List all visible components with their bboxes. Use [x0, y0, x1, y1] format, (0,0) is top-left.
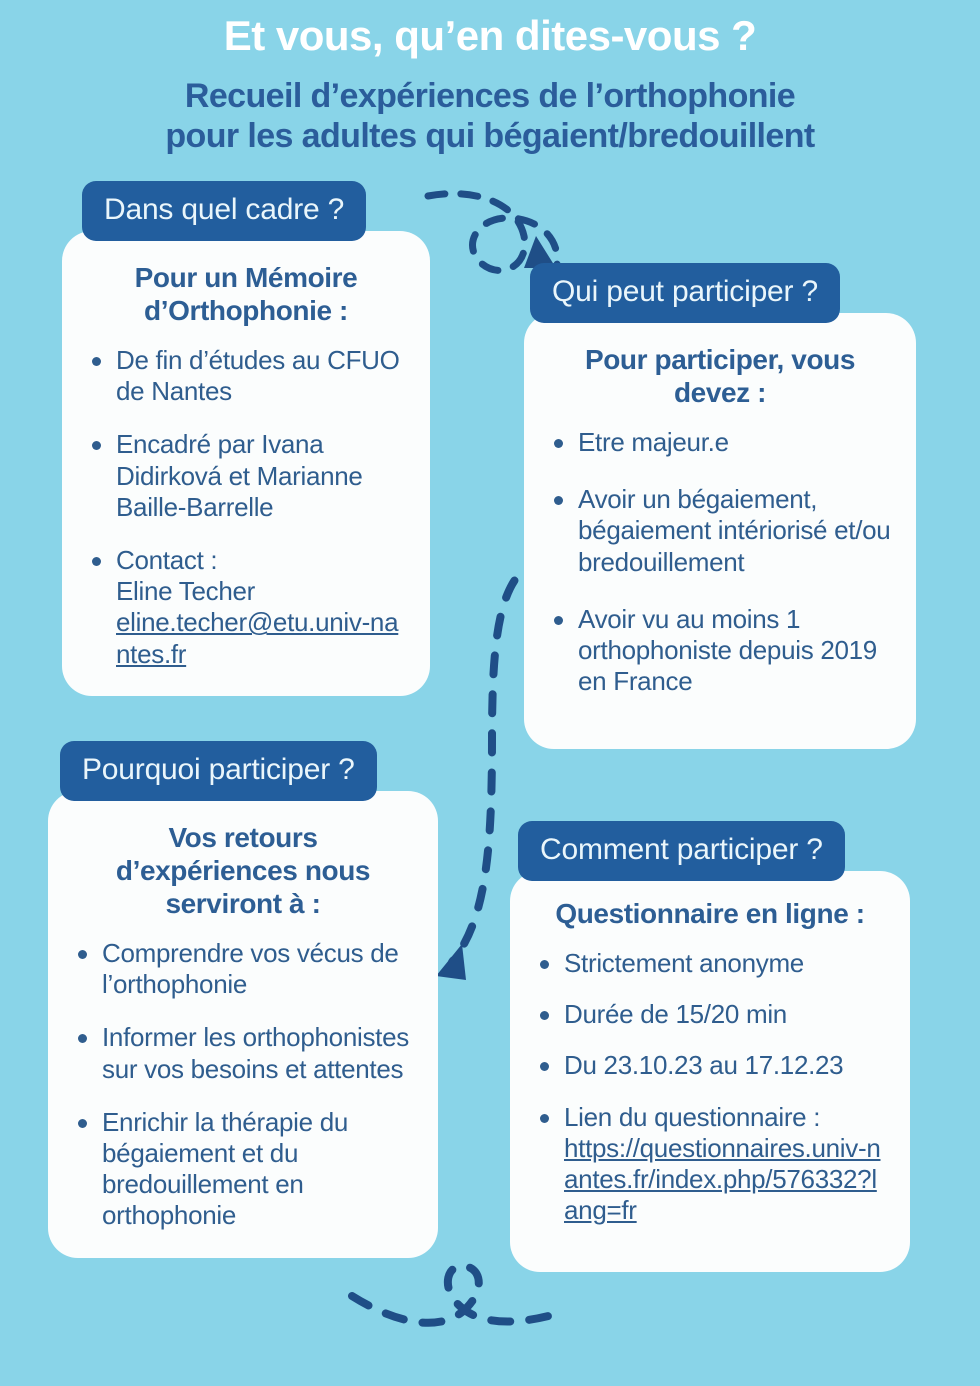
- card-heading-comment: Questionnaire en ligne :: [555, 898, 865, 929]
- list-item: Strictement anonyme: [534, 948, 886, 979]
- section-cadre: [62, 181, 430, 696]
- bullet-list-comment: [534, 948, 886, 1226]
- contact-name: Eline Techer: [116, 576, 256, 607]
- list-item: Avoir un bégaiement, bégaiement intériorisé et/ou bredouillement: [548, 484, 892, 578]
- section-tab-cadre[interactable]: Dans quel cadre ?: [82, 181, 366, 241]
- section-comment: [510, 821, 910, 1272]
- list-item-questionnaire-link: [534, 1102, 886, 1227]
- section-qui: [524, 263, 916, 749]
- contact-label: Contact :: [116, 545, 218, 575]
- card-heading-cadre: Pour un Mémoire d’Orthophonie :: [134, 262, 358, 327]
- list-item-contact: [86, 545, 406, 670]
- section-tab-comment[interactable]: Comment participer ?: [518, 821, 845, 881]
- card-qui: [524, 313, 916, 749]
- bullet-list-qui: [548, 427, 892, 697]
- card-comment: [510, 871, 910, 1272]
- questionnaire-link-label: Lien du questionnaire :: [564, 1101, 821, 1132]
- section-pourquoi: [48, 741, 438, 1258]
- dashed-loop-connector: [352, 1266, 556, 1323]
- page-subtitle: [0, 76, 980, 156]
- page-subtitle-line-1: Recueil d’expériences de l’orthophonie: [184, 77, 796, 116]
- poster-header: [0, 0, 980, 157]
- section-tab-pourquoi[interactable]: Pourquoi participer ?: [60, 741, 377, 801]
- section-tab-qui[interactable]: Qui peut participer ?: [530, 263, 840, 323]
- list-item: Enrichir la thérapie du bégaiement et du bredouillement en orthophonie: [72, 1107, 414, 1232]
- list-item: Avoir vu au moins 1 orthophoniste depuis 2019 en France: [548, 604, 892, 698]
- list-item: Du 23.10.23 au 17.12.23: [534, 1050, 886, 1081]
- list-item: Etre majeur.e: [548, 427, 892, 458]
- list-item: De fin d’études au CFUO de Nantes: [86, 345, 406, 407]
- arrow-head-icon-2: [436, 944, 466, 980]
- list-item: Informer les orthophonistes sur vos besoins et attentes: [72, 1022, 414, 1084]
- card-heading-pourquoi: Vos retours d’expériences nous serviront à :: [115, 822, 371, 920]
- page-subtitle-line-2: pour les adultes qui bégaient/bredouillent: [165, 117, 815, 156]
- questionnaire-url-link[interactable]: https://questionnaires.univ-nantes.fr/index.php/576332?lang=fr: [564, 1132, 881, 1226]
- card-pourquoi: [48, 791, 438, 1258]
- dashed-loop-arrow-connector: [428, 194, 557, 271]
- list-item: Comprendre vos vécus de l’orthophonie: [72, 938, 414, 1000]
- bullet-list-cadre: [86, 345, 406, 670]
- card-cadre: [62, 231, 430, 696]
- page-title: Et vous, qu’en dites-vous ?: [223, 12, 757, 59]
- bullet-list-pourquoi: [72, 938, 414, 1232]
- list-item: Durée de 15/20 min: [534, 999, 886, 1030]
- list-item: Encadré par Ivana Didirková et Marianne Baille-Barrelle: [86, 429, 406, 523]
- card-heading-qui: Pour participer, vous devez :: [584, 344, 856, 409]
- contact-email-link[interactable]: eline.techer@etu.univ-nantes.fr: [116, 607, 399, 669]
